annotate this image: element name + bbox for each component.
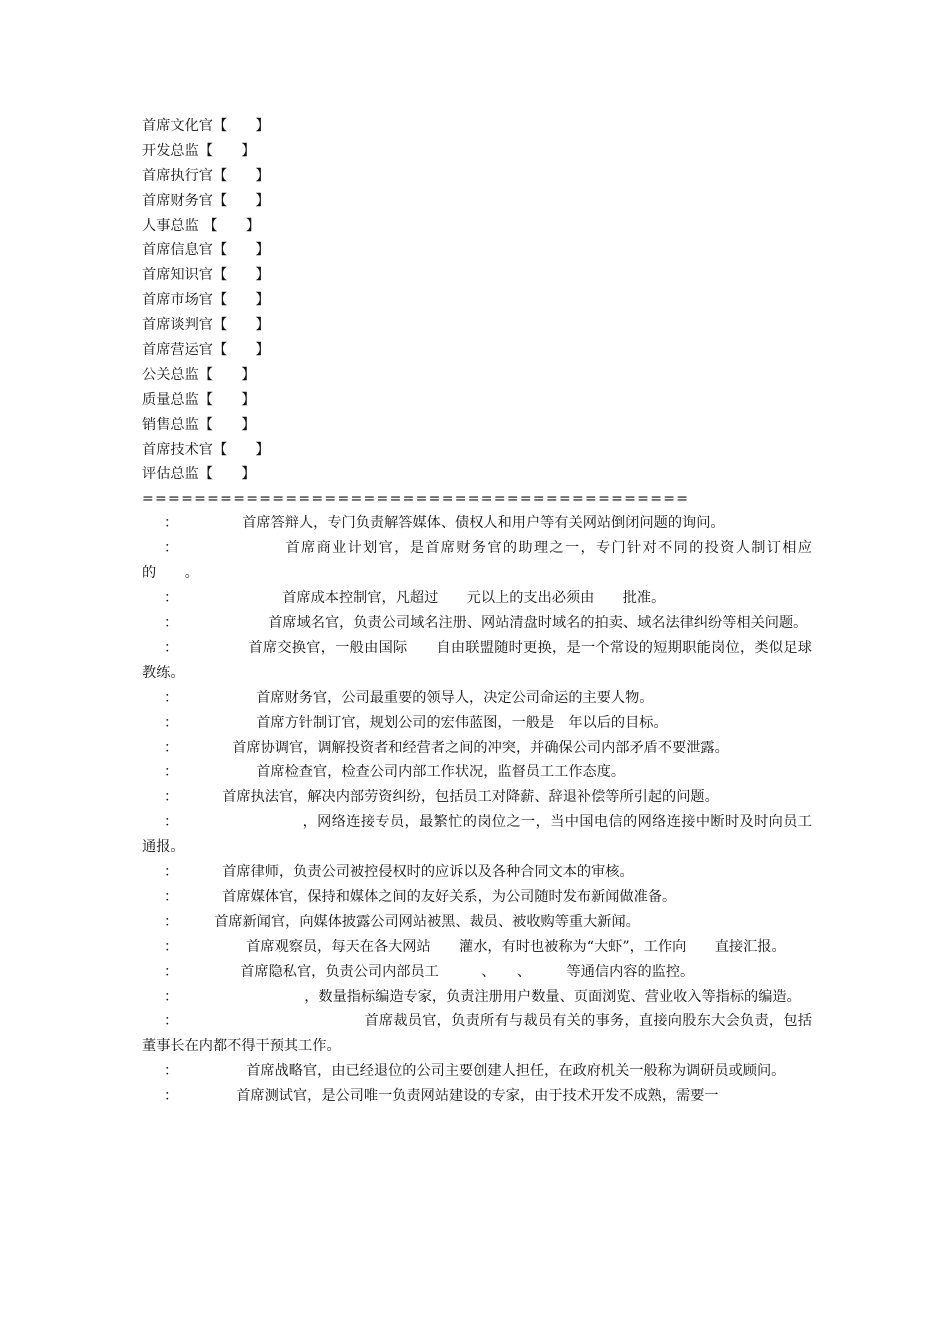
definition-colon: ：: [164, 639, 179, 656]
definition-colon: ：: [164, 714, 179, 731]
definition-colon: ：: [164, 963, 179, 980]
title-item: 首席技术官【 】: [142, 441, 270, 458]
definition-colon: ：: [164, 1013, 179, 1030]
title-item: 首席执行官【 】: [142, 167, 270, 184]
title-item: 首席谈判官【 】: [142, 317, 270, 334]
definition-item: [142, 1084, 812, 1109]
definition-item: [142, 760, 812, 785]
definition-text: 首席成本控制官，凡超过 元以上的支出必须由 批准。: [282, 590, 666, 607]
title-item: 首席营运官【 】: [142, 342, 270, 359]
definition-item: [142, 711, 812, 736]
definition-item: [142, 736, 812, 761]
definition-text: 首席交换官，一般由国际 自由联盟随时更换，是一个常设的短期职能岗位，类似足球教练。: [142, 639, 812, 681]
definition-item: [142, 935, 812, 960]
definition-text: 首席观察员，每天在各大网站 灌水，有时也被称为“大虾”，工作向 直接汇报。: [246, 938, 786, 955]
definition-colon: ：: [164, 789, 179, 806]
title-list: [142, 114, 812, 487]
title-item: 质量总监【 】: [142, 391, 256, 408]
definition-colon: ：: [164, 938, 179, 955]
definition-item: [142, 686, 812, 711]
definition-text: ，网络连接专员，最繁忙的岗位之一，当中国电信的网络连接中断时及时向员工通报。: [142, 814, 812, 856]
definition-text: 首席协调官，调解投资者和经营者之间的冲突，并确保公司内部矛盾不要泄露。: [232, 739, 729, 756]
definition-text: 首席商业计划官，是首席财务官的助理之一，专门针对不同的投资人制订相应的 。: [142, 540, 812, 582]
definition-text: 首席裁员官，负责所有与裁员有关的事务，直接向股东大会负责，包括董事长在内都不得干预其工作。: [142, 1013, 812, 1055]
definition-item: [142, 910, 812, 935]
title-item: 评估总监【 】: [142, 466, 256, 483]
definition-text: 首席律师，负责公司被控侵权时的应诉以及各种合同文本的审核。: [222, 864, 634, 881]
definition-text: 首席媒体官，保持和媒体之间的友好关系，为公司随时发布新闻做准备。: [222, 888, 677, 905]
definition-colon: ：: [164, 864, 179, 881]
definition-item: [142, 960, 812, 985]
definition-colon: ：: [164, 764, 179, 781]
definition-text: 首席战略官，由已经退位的公司主要创建人担任，在政府机关一般称为调研员或顾问。: [246, 1063, 786, 1080]
section-divider: ==========================================: [142, 491, 690, 508]
title-item: 首席市场官【 】: [142, 292, 270, 309]
title-item: 销售总监【 】: [142, 416, 256, 433]
definition-text: 首席测试官，是公司唯一负责网站建设的专家，由于技术开发不成熟，需要一: [236, 1088, 719, 1105]
title-item: 人事总监 【 】: [142, 217, 261, 234]
definition-item: [142, 511, 812, 536]
definition-text: 首席域名官，负责公司域名注册、网站清盘时域名的拍卖、域名法律纠纷等相关问题。: [268, 614, 808, 631]
definition-colon: ：: [164, 739, 179, 756]
definition-colon: ：: [164, 988, 179, 1005]
definition-colon: ：: [164, 590, 179, 607]
definition-colon: ：: [164, 814, 179, 831]
definition-text: 首席隐私官，负责公司内部员工 、 、 等通信内容的监控。: [240, 963, 695, 980]
definition-colon: ：: [164, 614, 179, 631]
definition-item: [142, 1009, 812, 1059]
definition-text: 首席新闻官，向媒体披露公司网站被黑、裁员、被收购等重大新闻。: [214, 913, 640, 930]
title-item: 首席信息官【 】: [142, 242, 270, 259]
definition-text: 首席答辩人，专门负责解答媒体、债权人和用户等有关网站倒闭问题的询问。: [242, 515, 725, 532]
definition-colon: ：: [164, 515, 179, 532]
definition-list: [142, 511, 812, 1109]
definition-item: [142, 810, 812, 860]
definition-colon: ：: [164, 888, 179, 905]
definition-text: 首席财务官，公司最重要的领导人，决定公司命运的主要人物。: [256, 689, 654, 706]
definition-item: [142, 611, 812, 636]
definition-item: [142, 860, 812, 885]
title-item: 首席财务官【 】: [142, 192, 270, 209]
definition-item: [142, 636, 812, 686]
document-page: [142, 114, 812, 1109]
definition-item: [142, 536, 812, 586]
title-item: 首席文化官【 】: [142, 118, 270, 134]
definition-item: [142, 1059, 812, 1084]
definition-item: [142, 885, 812, 910]
definition-colon: ：: [164, 913, 179, 930]
definition-colon: ：: [164, 540, 179, 557]
definition-item: [142, 586, 812, 611]
definition-text: 首席方针制订官，规划公司的宏伟蓝图，一般是 年以后的目标。: [256, 714, 668, 731]
definition-text: 首席检查官，检查公司内部工作状况，监督员工工作态度。: [256, 764, 626, 781]
title-item: 开发总监【 】: [142, 142, 256, 159]
definition-text: 首席执法官，解决内部劳资纠纷，包括员工对降薪、辞退补偿等所引起的问题。: [222, 789, 719, 806]
definition-item: [142, 985, 812, 1010]
definition-text: ，数量指标编造专家，负责注册用户数量、页面浏览、营业收入等指标的编造。: [304, 988, 801, 1005]
definition-colon: ：: [164, 1088, 179, 1105]
definition-item: [142, 785, 812, 810]
title-item: 首席知识官【 】: [142, 267, 270, 284]
title-item: 公关总监【 】: [142, 366, 256, 383]
definition-colon: ：: [164, 689, 179, 706]
definition-colon: ：: [164, 1063, 179, 1080]
